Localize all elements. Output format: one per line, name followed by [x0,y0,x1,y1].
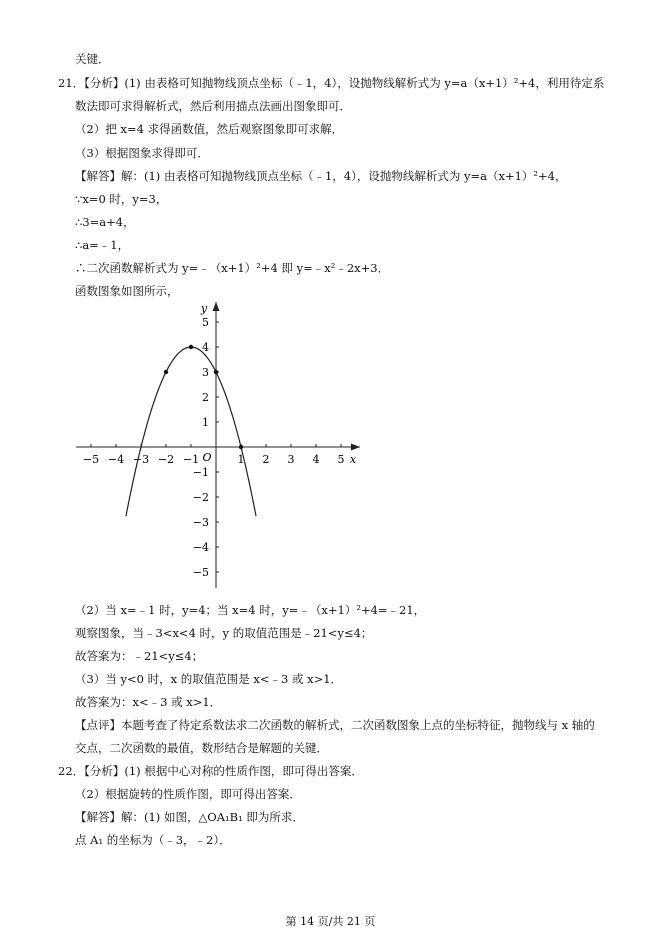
x-tick-label: 1 [237,453,245,466]
x-axis-label: x [349,453,357,466]
parabola-curve [126,347,256,516]
text-line-15: （3）当 y<0 时，x 的取值范围是 x<﹣3 或 x>1． [75,672,343,686]
y-tick-label: −2 [192,491,209,504]
text-line-7: ∵x=0 时，y=3， [75,192,168,206]
text-line-21: 【解答】解：(1) 如图，△OA₁B₁ 即为所求． [75,810,304,824]
parabola-graph [70,296,370,595]
data-point [214,370,218,374]
y-tick-label: 5 [202,316,209,329]
text-line-8: ∴3=a+4， [75,215,135,229]
text-line-19: 22．【分析】(1) 根据中心对称的性质作图，即可得出答案． [58,764,363,778]
y-tick-label: −4 [192,541,209,554]
text-line-2: 21．【分析】(1) 由表格可知抛物线顶点坐标（﹣1，4），设抛物线解析式为 y=a（x+1）²+4，利用待定系 [58,76,605,90]
y-tick-label: 4 [202,341,209,354]
text-line-3: 数法即可求得解析式，然后利用描点法画出图象即可． [75,99,351,113]
text-line-12: （2）当 x=﹣1 时，y=4；当 x=4 时，y=﹣（x+1）²+4=﹣21， [75,603,426,617]
x-tick-label: −5 [82,453,100,466]
text-line-13: 观察图象，当﹣3<x<4 时，y 的取值范围是﹣21<y≤4； [75,626,373,640]
x-tick-label: 2 [262,453,270,466]
x-tick-label: −1 [182,453,200,466]
text-line-18: 交点，二次函数的最值，数形结合是解题的关键． [75,741,328,755]
y-tick-label: −5 [192,566,209,579]
text-line-10: ∴二次函数解析式为 y=﹣（x+1）²+4 即 y=﹣x²﹣2x+3． [75,261,390,275]
x-tick-label: −3 [132,453,150,466]
y-axis-arrow [213,302,220,311]
origin-label: O [202,451,212,464]
y-tick-label: −1 [192,466,209,479]
y-tick-label: −3 [192,516,209,529]
text-line-17: 【点评】本题考查了待定系数法求二次函数的解析式，二次函数图象上点的坐标特征，抛物线与 x 轴的 [75,718,595,732]
y-tick-label: 1 [202,416,209,429]
data-point [164,370,168,374]
x-tick-label: −4 [107,453,125,466]
text-line-6: 【解答】解：(1) 由表格可知抛物线顶点坐标（﹣1，4），设抛物线解析式为 y=a（x+1）²+4， [75,169,567,183]
text-line-5: （3）根据图象求得即可． [75,146,209,160]
text-line-16: 故答案为：x<﹣3 或 x>1． [75,695,222,709]
y-axis-label: y [200,302,208,315]
text-line-4: （2）把 x=4 求得函数值，然后观察图象即可求解． [75,122,344,136]
text-line-9: ∴a=﹣1， [75,238,130,252]
x-axis-arrow [351,444,360,451]
text-line-1: 关键． [75,52,110,66]
x-tick-label: 5 [337,453,345,466]
x-tick-label: 4 [312,453,320,466]
data-point [239,445,243,449]
y-tick-label: 3 [202,366,209,379]
text-line-22: 点 A₁ 的坐标为（﹣3，﹣2）． [75,833,231,847]
data-point [189,345,193,349]
text-line-14: 故答案为：﹣21<y≤4； [75,649,204,663]
x-tick-label: 3 [287,453,295,466]
text-line-20: （2）根据旋转的性质作图，即可得出答案． [75,787,301,801]
y-tick-label: 2 [202,391,209,404]
text-line-11: 函数图象如图所示， [75,284,179,298]
page-footer: 第 14 页/共 21 页 [285,915,376,928]
x-tick-label: −2 [157,453,175,466]
